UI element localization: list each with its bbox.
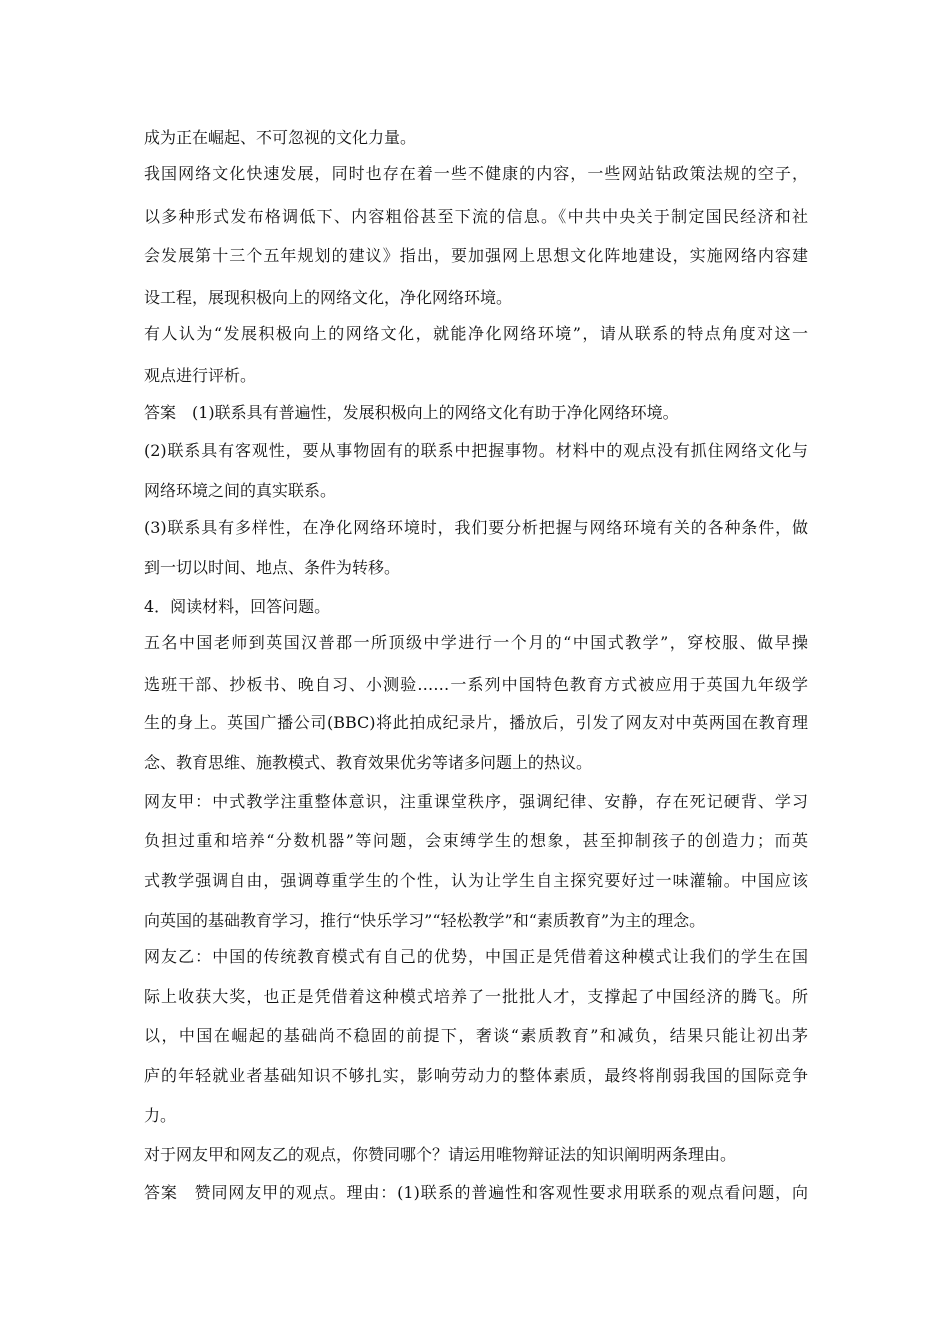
text-line: (2)联系具有客观性，要从事物固有的联系中把握事物。材料中的观点没有抓住网络文化与 (144, 441, 808, 460)
text-line: 式教学强调自由，强调尊重学生的个性，认为让学生自主探究要好过一味灌输。中国应该 (144, 871, 808, 890)
text-line: 选班干部、抄板书、晚自习、小测验……一系列中国特色教育方式被应用于英国九年级学 (144, 675, 808, 694)
text-line: 到一切以时间、地点、条件为转移。 (144, 558, 401, 577)
text-line: 观点进行评析。 (144, 366, 257, 385)
text-line: 对于网友甲和网友乙的观点，你赞同哪个？请运用唯物辩证法的知识阐明两条理由。 (144, 1145, 737, 1164)
text-line: 庐的年轻就业者基础知识不够扎实，影响劳动力的整体素质，最终将削弱我国的国际竞争 (144, 1066, 808, 1085)
text-line: 我国网络文化快速发展，同时也存在着一些不健康的内容，一些网站钻政策法规的空子， (144, 164, 808, 183)
text-line: 会发展第十三个五年规划的建议》指出，要加强网上思想文化阵地建设，实施网络内容建 (144, 246, 808, 265)
text-line: 五名中国老师到英国汉普郡一所顶级中学进行一个月的“中国式教学”，穿校服、做早操 (144, 633, 808, 652)
answer-line: 答案 赞同网友甲的观点。理由：(1)联系的普遍性和客观性要求用联系的观点看问题，向 (144, 1183, 808, 1202)
text-line: 以多种形式发布格调低下、内容粗俗甚至下流的信息。《中共中央关于制定国民经济和社 (144, 207, 808, 226)
text-line: (3)联系具有多样性，在净化网络环境时，我们要分析把握与网络环境有关的各种条件，做 (144, 518, 808, 537)
text-line: 生的身上。英国广播公司(BBC)将此拍成纪录片，播放后，引发了网友对中英两国在教育理 (144, 713, 808, 732)
text-line: 际上收获大奖，也正是凭借着这种模式培养了一批批人才，支撑起了中国经济的腾飞。所 (144, 987, 808, 1006)
text-line: 网友甲：中式教学注重整体意识，注重课堂秩序，强调纪律、安静，存在死记硬背、学习 (144, 792, 808, 811)
text-line: 网友乙：中国的传统教育模式有自己的优势，中国正是凭借着这种模式让我们的学生在国 (144, 947, 808, 966)
text-line: 向英国的基础教育学习，推行“快乐学习”“轻松教学”和“素质教育”为主的理念。 (144, 911, 706, 930)
text-line: 念、教育思维、施教模式、教育效果优劣等诸多问题上的热议。 (144, 753, 593, 772)
question-heading: 4．阅读材料，回答问题。 (144, 597, 331, 616)
text-line: 设工程，展现积极向上的网络文化，净化网络环境。 (144, 288, 513, 307)
text-line: 力。 (144, 1106, 177, 1125)
answer-line: 答案 (1)联系具有普遍性，发展积极向上的网络文化有助于净化网络环境。 (144, 403, 679, 422)
text-line: 网络环境之间的真实联系。 (144, 481, 337, 500)
text-line: 成为正在崛起、不可忽视的文化力量。 (144, 128, 417, 147)
text-line: 负担过重和培养“分数机器”等问题，会束缚学生的想象，甚至抑制孩子的创造力；而英 (144, 831, 808, 850)
text-line: 有人认为“发展积极向上的网络文化，就能净化网络环境”，请从联系的特点角度对这一 (144, 324, 808, 343)
text-line: 以，中国在崛起的基础尚不稳固的前提下，奢谈“素质教育”和减负，结果只能让初出茅 (144, 1026, 808, 1045)
